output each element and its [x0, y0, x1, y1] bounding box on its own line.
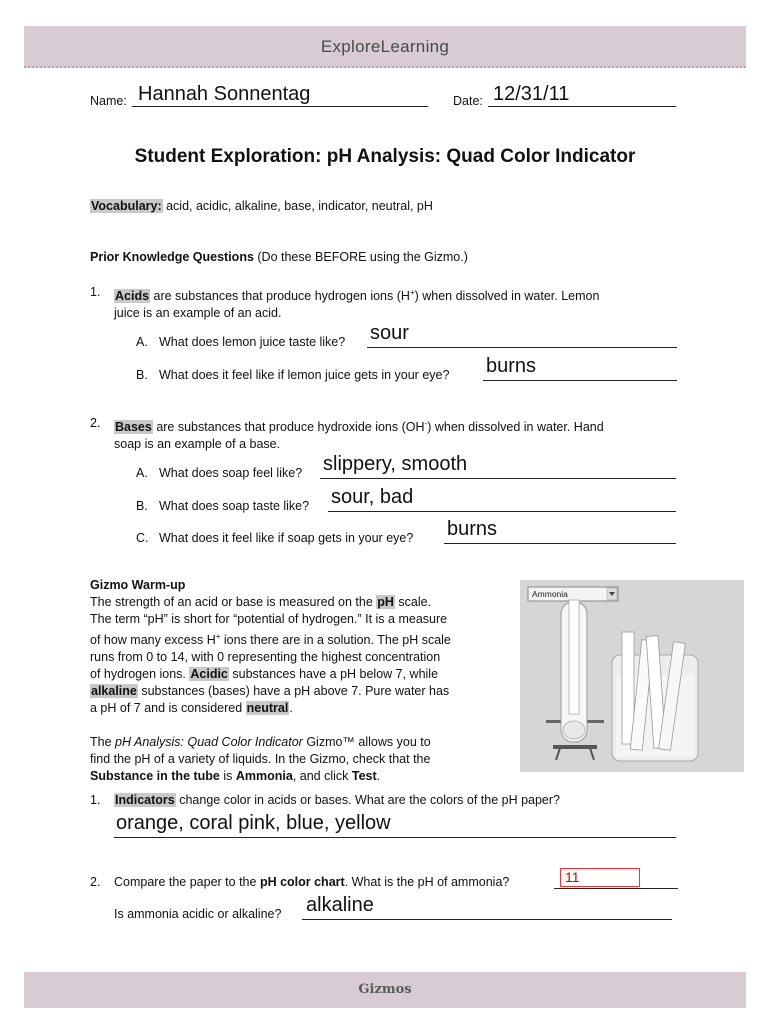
prior-heading-text: Prior Knowledge Questions: [90, 250, 254, 264]
q2c-answer-line: [444, 543, 676, 544]
q2-text-a: are substances that produce hydroxide ions (OH: [152, 420, 425, 435]
date-value[interactable]: 12/31/11: [493, 83, 570, 105]
prior-heading-note: (Do these BEFORE using the Gizmo.): [253, 250, 468, 264]
gizmo-illustration: [520, 580, 744, 772]
gizmos-logo: Gizmos: [358, 982, 412, 997]
q2-term: Bases: [115, 420, 152, 435]
ph-term: pH: [377, 595, 394, 609]
wq1-number: 1.: [90, 793, 101, 807]
page-title: Student Exploration: pH Analysis: Quad Color Indicator: [134, 146, 636, 167]
warmup-heading: Gizmo Warm-up: [90, 578, 186, 592]
q2b-prompt: What does soap taste like?: [159, 499, 310, 513]
q1a-prompt: What does lemon juice taste like?: [159, 335, 346, 349]
q2-sup: -: [424, 419, 428, 428]
q1-number: 1.: [90, 285, 101, 299]
wq2b-question: Is ammonia acidic or alkaline?: [114, 907, 282, 921]
name-label: Name:: [90, 94, 127, 108]
warmup-line-7: a pH of 7 and is considered neutral.: [90, 701, 293, 716]
wq1-text: [114, 792, 560, 809]
q2a-letter: A.: [136, 466, 148, 480]
q2c-prompt: What does it feel like if soap gets in your eye?: [159, 531, 414, 545]
wq2b-answer[interactable]: alkaline: [306, 894, 374, 916]
q1-term: Acids: [115, 289, 150, 304]
date-label: Date:: [453, 94, 483, 108]
wq2b-answer-line: [302, 919, 672, 920]
warmup-line-3: of how many excess H+ ions there are in a solution. The pH scale: [90, 632, 451, 648]
q2-number: 2.: [90, 416, 101, 430]
warmup-p2-line-2: find the pH of a variety of liquids. In the Gizmo, check that the: [90, 752, 431, 767]
vocabulary-label: Vocabulary:: [91, 199, 162, 213]
wq2-answer-line: [554, 888, 678, 889]
warmup-line-6: alkaline substances (bases) have a pH above 7. Pure water has: [91, 684, 450, 699]
q1-text: [114, 284, 674, 322]
wq1-question: change color in acids or bases. What are the colors of the pH paper?: [175, 793, 560, 807]
warmup-paragraph: [90, 577, 510, 785]
q1a-answer[interactable]: sour: [370, 322, 409, 344]
warmup-p2-line-1: The pH Analysis: Quad Color Indicator Gizmo™ allows you to: [90, 735, 431, 750]
q2b-letter: B.: [136, 499, 148, 513]
acidic-term: Acidic: [190, 667, 228, 682]
q2-text-b: ) when dissolved in water. Hand: [427, 420, 604, 435]
q2b-answer-line: [328, 511, 676, 512]
vocabulary: [90, 198, 433, 215]
q1-text-a: are substances that produce hydrogen ions (H: [150, 289, 410, 304]
brand-logo: ExploreLearning: [320, 37, 450, 56]
vocabulary-terms: acid, acidic, alkaline, base, indicator, neutral, pH: [162, 199, 433, 213]
q1-line2: juice is an example of an acid.: [114, 306, 282, 321]
q2-line2: soap is an example of a base.: [114, 437, 281, 452]
warmup-line-1: The strength of an acid or base is measured on the pH scale.: [90, 595, 432, 609]
neutral-term: neutral: [246, 701, 289, 716]
wq1-answer[interactable]: orange, coral pink, blue, yellow: [116, 812, 391, 834]
alkaline-term: alkaline: [91, 684, 137, 699]
q2-text: [114, 415, 674, 453]
q2c-answer[interactable]: burns: [447, 518, 498, 540]
q1-sup: +: [409, 288, 415, 297]
warmup-line-5: of hydrogen ions. Acidic substances have a pH below 7, while: [90, 667, 439, 682]
gizmo-screenshot: [520, 580, 744, 772]
q2b-answer[interactable]: sour, bad: [331, 486, 414, 508]
q1b-letter: B.: [136, 368, 148, 382]
q2a-answer-line: [320, 478, 676, 479]
q1a-letter: A.: [136, 335, 148, 349]
name-value[interactable]: Hannah Sonnentag: [138, 83, 311, 105]
q2a-prompt: What does soap feel like?: [159, 466, 303, 480]
prior-knowledge-heading: [90, 249, 468, 266]
warmup-line-4: runs from 0 to 14, with 0 representing the highest concentration: [90, 650, 441, 665]
wq2-answer-box[interactable]: 11: [560, 868, 640, 887]
wq2-number: 2.: [90, 875, 101, 889]
footer-banner: [24, 972, 746, 1008]
wq1-answer-line: [114, 837, 676, 838]
q1b-answer[interactable]: burns: [486, 355, 537, 377]
date-line: [488, 106, 676, 107]
header-banner: [24, 26, 746, 68]
q1b-prompt: What does it feel like if lemon juice gets in your eye?: [159, 368, 450, 382]
warmup-p2-line-3: Substance in the tube is Ammonia, and click Test.: [90, 769, 381, 784]
q1b-answer-line: [483, 380, 677, 381]
warmup-line-2: The term “pH” is short for “potential of hydrogen.” It is a measure: [90, 612, 448, 626]
q2c-letter: C.: [136, 531, 149, 545]
name-line: [132, 106, 428, 107]
wq2-text: Compare the paper to the pH color chart. What is the pH of ammonia?: [114, 875, 510, 889]
q1a-answer-line: [367, 347, 677, 348]
q2a-answer[interactable]: slippery, smooth: [323, 453, 468, 475]
wq1-term: Indicators: [115, 793, 175, 807]
gizmo-dropdown-value: Ammonia: [532, 589, 568, 599]
q1-text-b: ) when dissolved in water. Lemon: [414, 289, 600, 304]
